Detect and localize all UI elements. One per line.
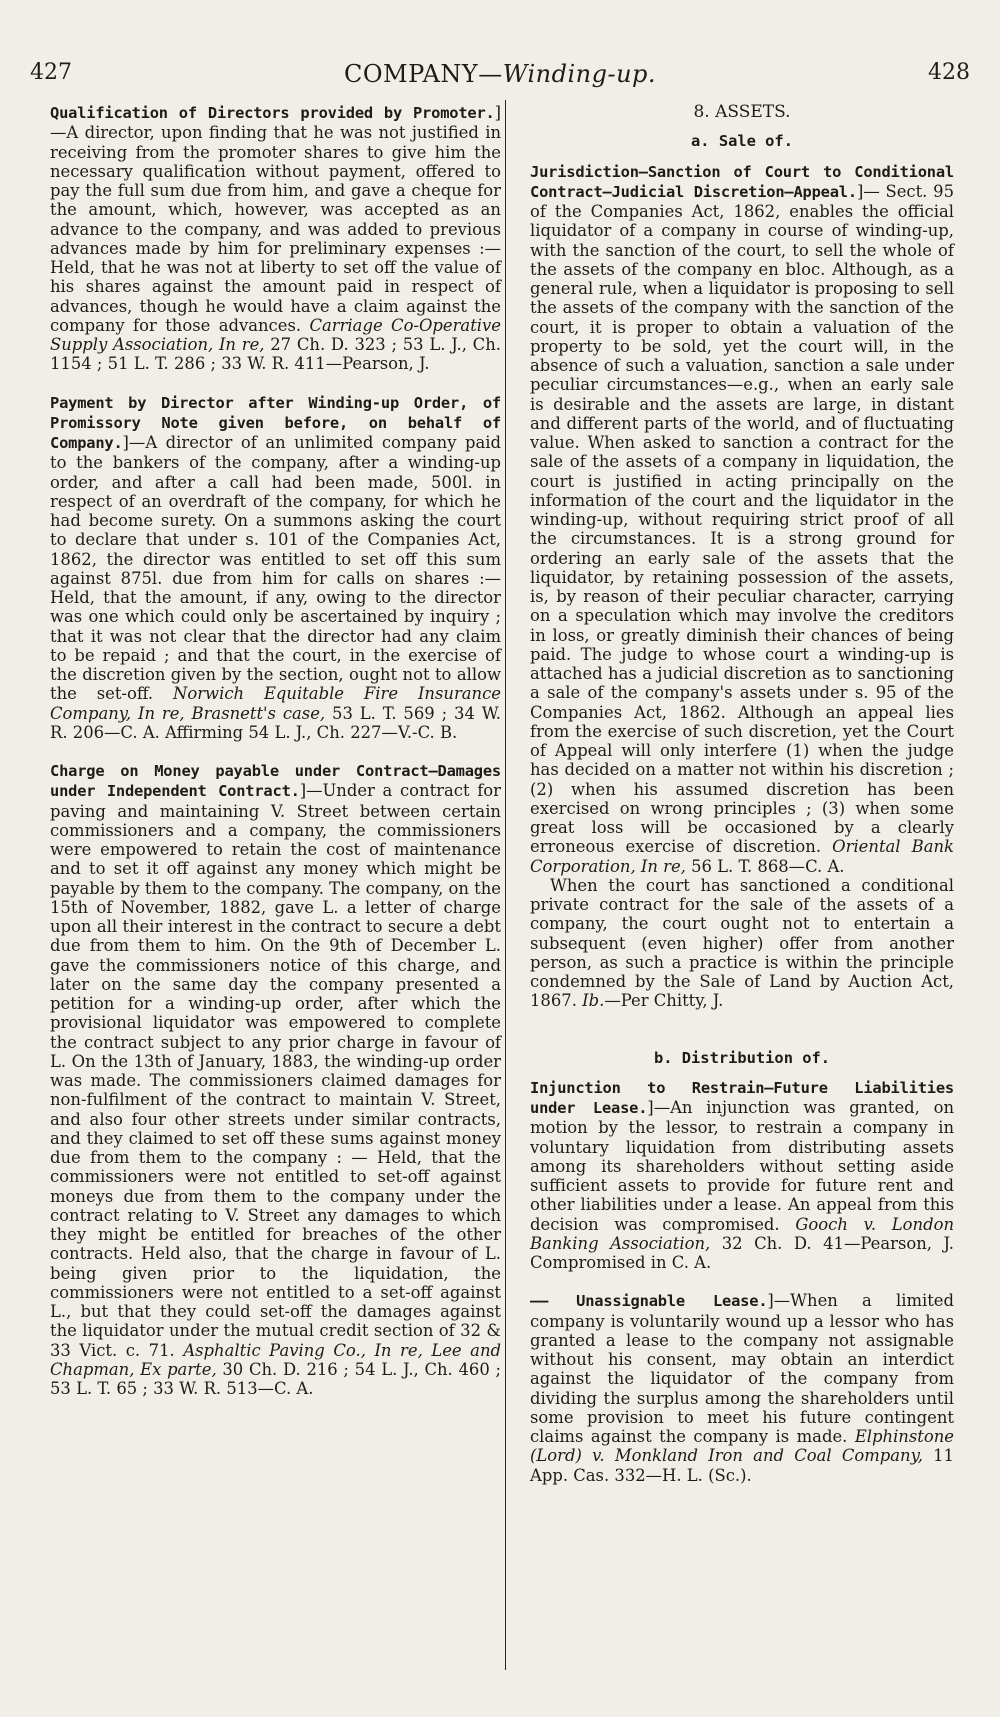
case-citation: Ib.	[582, 991, 605, 1011]
entry-heading: —— Unassignable Lease.	[530, 1292, 768, 1311]
entry-text: When the court has sanctioned a conditional private contract for the sale of the assets of a company, the court ought not to entertain a subsequent (even higher) offer from another person, as such a practice is within the principle condemned by the Sale of Land by Auction Act, 1867.	[530, 875, 954, 1011]
running-header	[30, 60, 970, 100]
left-column	[50, 103, 501, 1398]
case-citation: Oriental Bank Corporation, In re,	[530, 837, 954, 876]
entry-heading: Qualification of Directors provided by Promoter.	[50, 104, 495, 122]
entry-jurisdiction	[530, 162, 954, 876]
page-number-left: 427	[30, 60, 72, 85]
entry-text: ]—A director, upon finding that he was not justified in receiving from the promoter shares to give him the necessary qualification without payment, offered to pay the full sum due from him, and gave a cheque for the amount, which, however, was accepted as an advance to the company, and was added to previous advances made by him for preliminary expenses :—Held, that he was not at liberty to set off the value of his shares against the amount paid in respect of advances, though he would have a claim against the company for those advances.	[50, 103, 501, 335]
section-title-assets: 8. ASSETS.	[693, 102, 791, 122]
report-reference: 11 App. Cas. 332—H. L. (Sc.).	[530, 1446, 954, 1485]
entry-charge-on-money	[50, 761, 501, 1398]
entry-injunction	[530, 1078, 954, 1273]
entry-conditional-contract	[530, 876, 954, 1011]
subsection-title-distribution: b. Distribution of.	[653, 1048, 831, 1067]
entry-text: ]—Under a contract for paving and maintaining V. Street between certain commissioners and a company, the commissioners were empowered to retain the cost of maintenance and to set it off against any money which might be payable by them to the company. The company, on the 15th of November, 1882, gave L. a letter of charge upon all their interest in the contract to secure a debt due from them to him. On the 9th of December L. gave the commissioners notice of this charge, and later on the same day the company presented a petition for a winding-up order, after which the provisional liquidator was empowered to complete the contract subject to any prior charge in favour of L. On the 13th of January, 1883, the winding-up order was made. The commissioners claimed damages for non-fulfilment of the contract to maintain V. Street, and also four other streets under similar contracts, and they claimed to set off these sums against money due from them to the company : — Held, that the commissioners were not entitled to set-off against moneys due from them to the company under the contract relating to V. Street any damages to which they might be entitled for breaches of the other contracts. Held also, that the charge in favour of L. being given prior to the liquidation, the commissioners were not entitled to a set-off against L., but that they could set-off the damages against the liquidator under the mutual credit section of 32 & 33 Vict. c. 71.	[50, 781, 501, 1360]
entry-heading: Jurisdiction—Sanction of Court to Conditional Contract—Judicial Discretion—Appeal.	[530, 162, 954, 201]
running-title-main: COMPANY—	[343, 60, 503, 88]
entry-qualification-of-directors	[50, 103, 501, 374]
case-citation: Gooch v. London Banking Association,	[530, 1214, 954, 1253]
case-citation: Norwich Equitable Fire Insurance Company, In re, Brasnett's case,	[50, 684, 501, 723]
entry-text: ]—An injunction was granted, on motion by the lessor, to restrain a company in voluntary liquidation from distributing assets among its shareholders without setting aside sufficient assets to provide for future rent and other liabilities under a lease. An appeal from this decision was compromised.	[530, 1098, 954, 1234]
entry-text: ]— Sect. 95 of the Companies Act, 1862, enables the official liquidator of a company in course of winding-up, with the sanction of the court, to sell the whole of the assets of the company en bloc. Although, as a general rule, when a liquidator is proposing to sell the assets of the company with the sanction of the court, it is proper to obtain a valuation of the property to be sold, yet the court will, in the absence of such a valuation, sanction a sale under peculiar circumstances—e.g., when an early sale is desirable and the assets are large, in distant and different parts of the world, and of fluctuating value. When asked to sanction a contract for the sale of the assets of a company in liquidation, the court is justified in acting principally on the information of the court and the liquidator in the winding-up, without requiring strict proof of all the circumstances. It is a strong ground for ordering an early sale of the assets that the liquidator, by retaining possession of the assets, is, by reason of their peculiar character, carrying on a speculation which may involve the creditors in loss, or greatly diminish their chances of being paid. The judge to whose court a winding-up is attached has a judicial discretion as to sanctioning a sale of the company's assets under s. 95 of the Companies Act, 1862. Although an appeal lies from the exercise of such discretion, yet the Court of Appeal will only interfere (1) when the judge has decided on a matter not within his discretion ; (2) when his assumed discretion has been exercised on wrong principles ; (3) when some great loss will be occasioned by a clearly erroneous exercise of discretion.	[530, 181, 955, 857]
report-reference: 53 L. T. 569 ; 34 W. R. 206—C. A. Affirming 54 L. J., Ch. 227—V.-C. B.	[50, 703, 501, 742]
entry-heading: Payment by Director after Winding-up Order, of Promissory Note given before, on behalf of Company.	[50, 393, 501, 452]
report-reference: 30 Ch. D. 216 ; 54 L. J., Ch. 460 ; 53 L. T. 65 ; 33 W. R. 513—C. A.	[50, 1359, 501, 1398]
column-divider	[505, 100, 506, 1670]
entry-unassignable-lease	[530, 1291, 954, 1485]
running-title	[30, 60, 970, 88]
right-column	[530, 103, 954, 1485]
entry-text: ]—When a limited company is voluntarily wound up a lessor who has granted a lease to the company not assignable without his consent, may obtain an interdict against the liquidator of the company from dividing the surplus among the shareholders until some provision to meet his future contingent claims against the company is made.	[530, 1291, 955, 1446]
report-reference: —Per Chitty, J.	[604, 991, 724, 1011]
case-citation: Elphinstone (Lord) v. Monkland Iron and Coal Company,	[530, 1427, 954, 1466]
entry-heading: Charge on Money payable under Contract—Damages under Independent Contract.	[50, 762, 501, 801]
report-reference: 27 Ch. D. 323 ; 53 L. J., Ch. 1154 ; 51 L. T. 286 ; 33 W. R. 411—Pearson, J.	[50, 335, 501, 374]
report-reference: 32 Ch. D. 41—Pearson, J. Compromised in C. A.	[530, 1233, 954, 1272]
running-title-italic: Winding-up.	[502, 60, 657, 88]
entry-payment-by-director	[50, 393, 501, 743]
entry-heading: Injunction to Restrain—Future Liabilities under Lease.	[530, 1078, 954, 1117]
case-citation: Asphaltic Paving Co., In re, Lee and Chapman, Ex parte,	[50, 1340, 502, 1379]
case-citation: Carriage Co-Operative Supply Association, In re,	[50, 315, 501, 354]
subsection-title-sale: a. Sale of.	[691, 132, 793, 151]
page-number-right: 428	[928, 60, 970, 85]
report-reference: 56 L. T. 868—C. A.	[685, 856, 845, 876]
entry-text: ]—A director of an unlimited company paid to the bankers of the company, after a winding-up order, and after a call had been made, 500l. in respect of an overdraft of the company, for which he had become surety. On a summons asking the court to declare that under s. 101 of the Companies Act, 1862, the director was entitled to set off this sum against 875l. due from him for calls on shares :—Held, that the amount, if any, owing to the director was one which could only be ascertained by inquiry ; that it was not clear that the director had any claim to be repaid ; and that the court, in the exercise of the discretion given by the section, ought not to allow the set-off.	[50, 433, 501, 704]
